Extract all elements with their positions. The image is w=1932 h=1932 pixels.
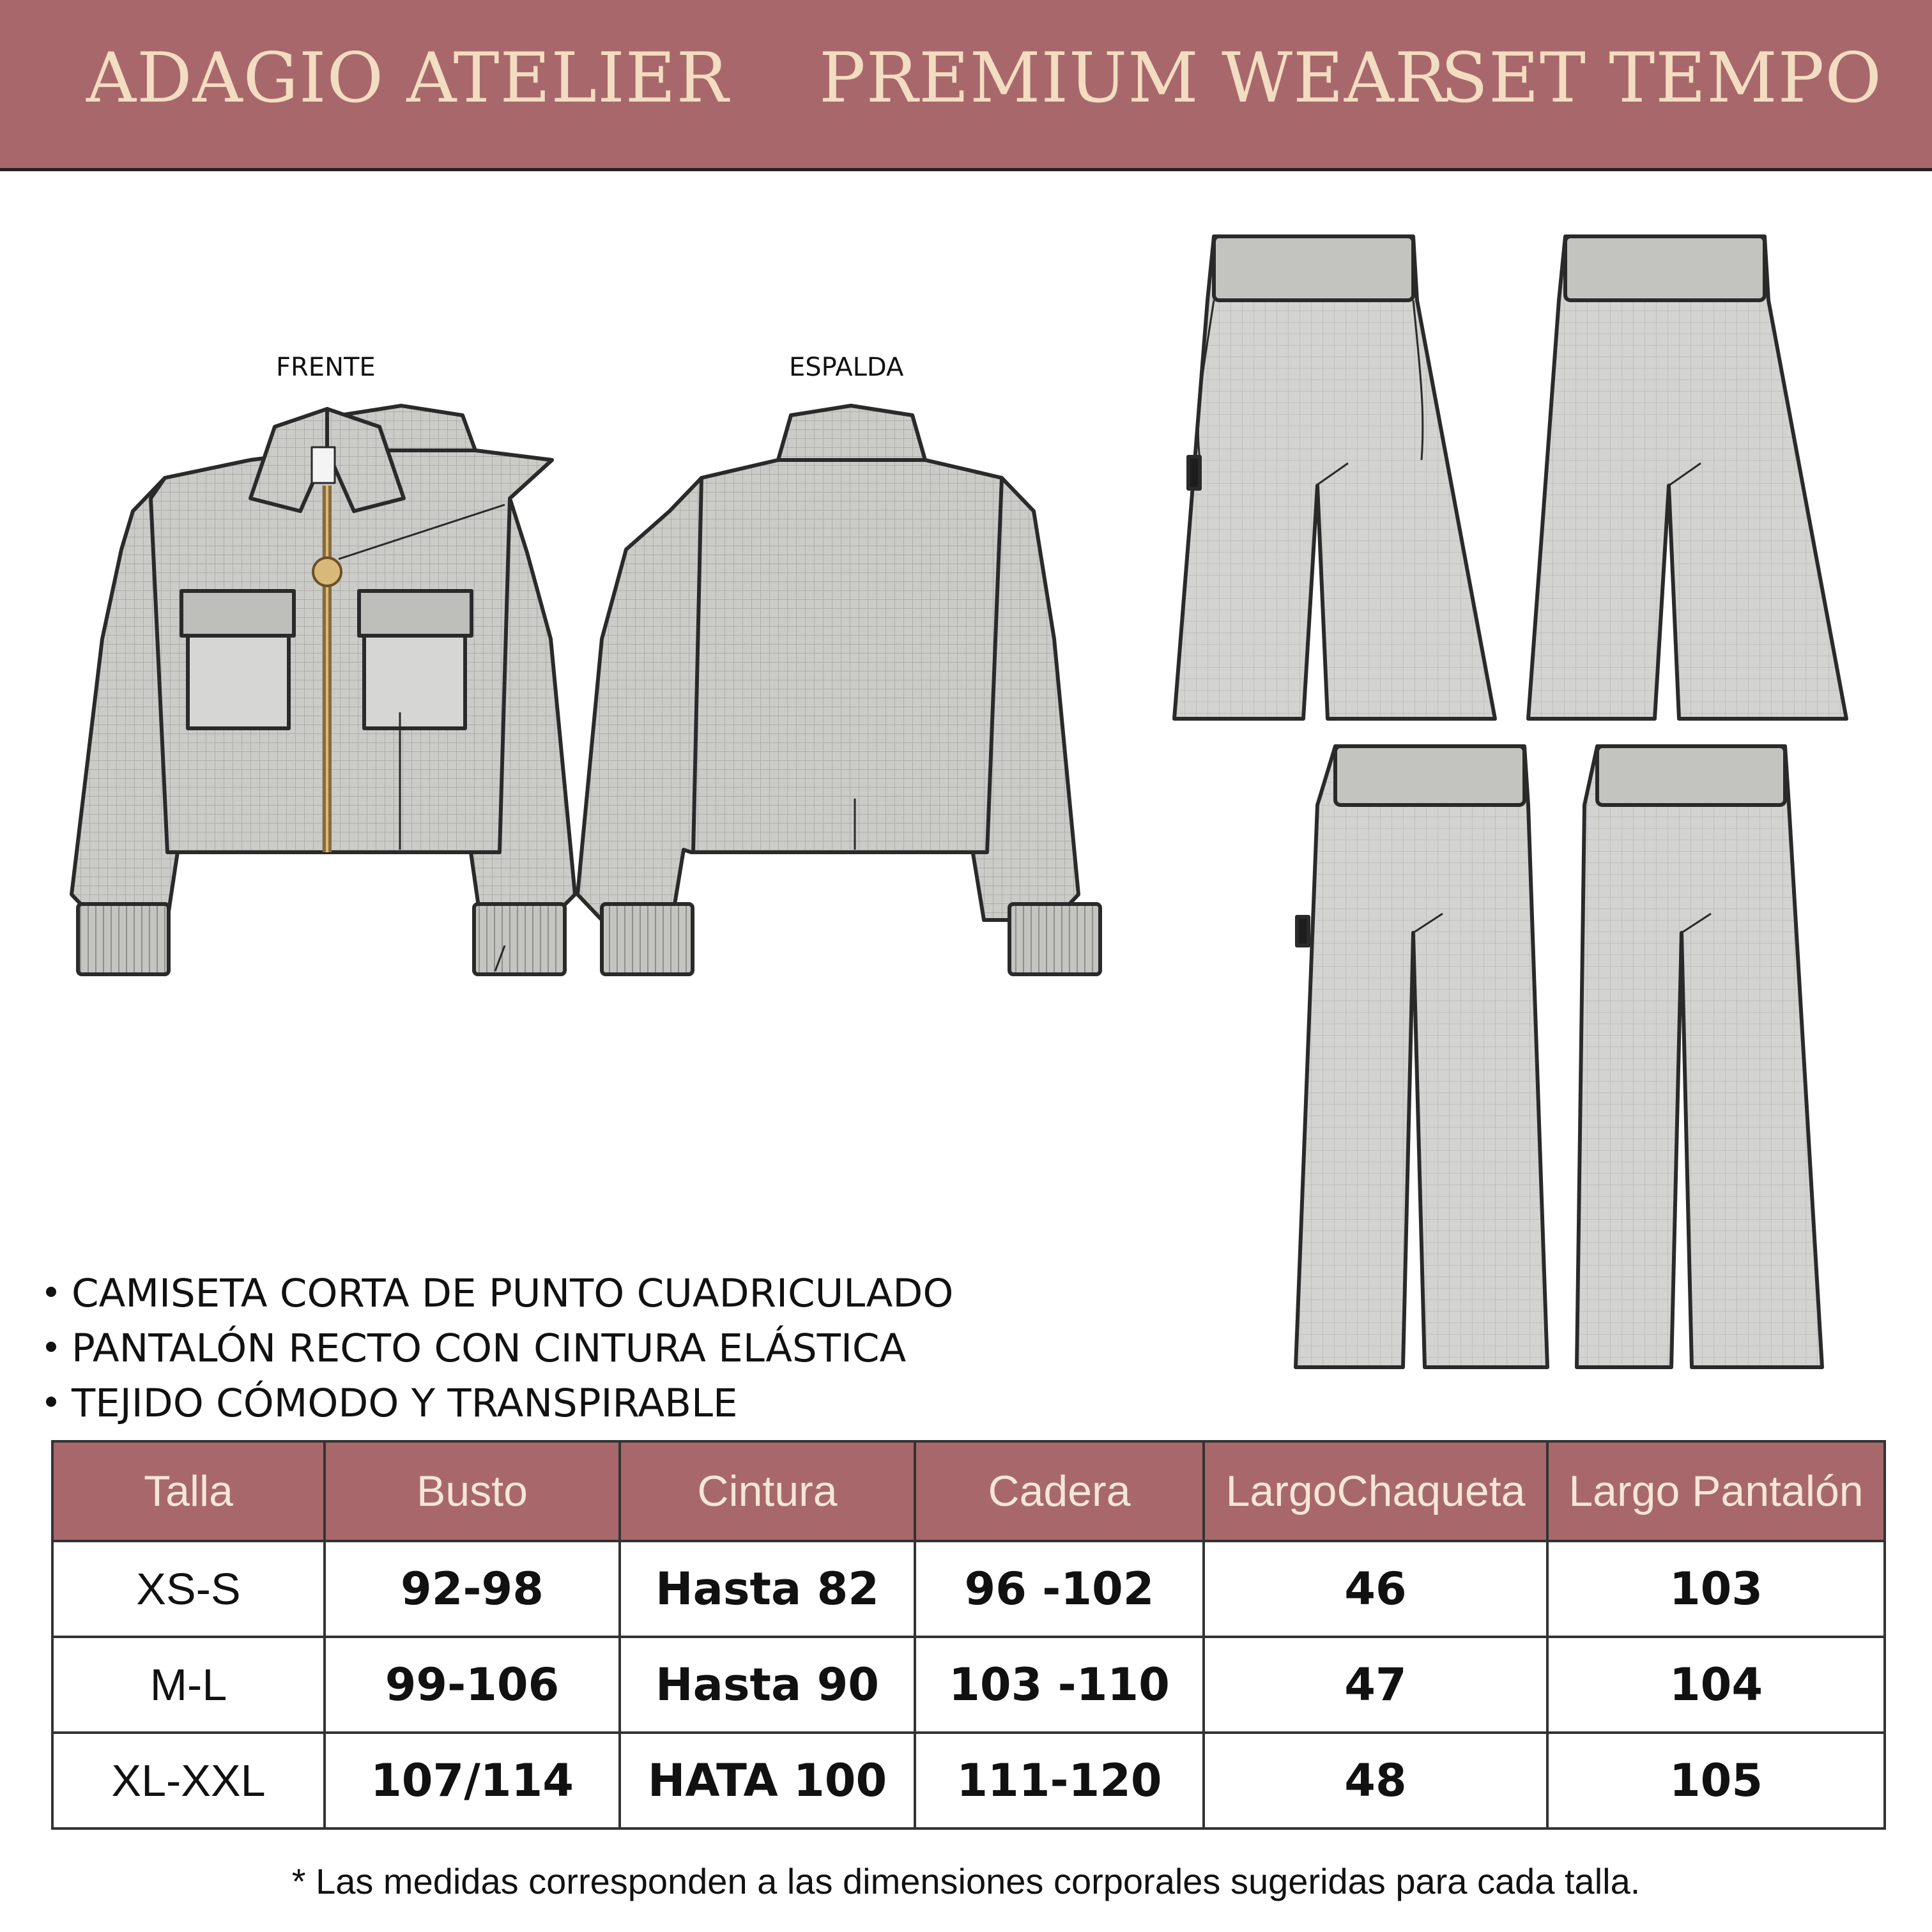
line-name: PREMIUM WEAR — [819, 38, 1448, 118]
footnote: * Las medidas corresponden a las dimensiones corporales sugeridas para cada talla. — [291, 1861, 1641, 1901]
table-cell: 47 — [1204, 1637, 1547, 1733]
table-cell: M-L — [52, 1637, 325, 1733]
feature-item: CAMISETA CORTA DE PUNTO CUADRICULADO — [46, 1266, 953, 1321]
table-cell: 103 — [1547, 1541, 1885, 1637]
table-row — [52, 1637, 1885, 1733]
jacket-front-sketch — [72, 406, 575, 974]
table-cell: 99-106 — [325, 1637, 620, 1733]
feature-item: TEJIDO CÓMODO Y TRANSPIRABLE — [46, 1376, 953, 1431]
table-cell: 105 — [1547, 1733, 1885, 1828]
table-row — [52, 1733, 1885, 1828]
collection-name: SET TEMPO — [1441, 38, 1882, 118]
bullet-icon — [46, 1397, 56, 1407]
jacket-back-sketch — [578, 406, 1100, 974]
table-cell: HATA 100 — [620, 1733, 915, 1828]
column-header: Cadera — [915, 1441, 1204, 1541]
column-header: Largo Pantalón — [1547, 1441, 1885, 1541]
column-header: Cintura — [620, 1441, 915, 1541]
table-cell: XL-XXL — [52, 1733, 325, 1828]
table-cell: 103 -110 — [915, 1637, 1204, 1733]
column-header: Talla — [52, 1441, 325, 1541]
feature-list — [46, 1266, 953, 1431]
pants-back-sketch-1 — [1528, 236, 1846, 719]
table-cell: 46 — [1204, 1541, 1547, 1637]
table-cell: 92-98 — [325, 1541, 620, 1637]
column-header: Busto — [325, 1441, 620, 1541]
size-table — [51, 1440, 1886, 1830]
table-header-row — [52, 1441, 1885, 1541]
front-view-label: FRENTE — [276, 353, 376, 382]
feature-item: PANTALÓN RECTO CON CINTURA ELÁSTICA — [46, 1321, 953, 1376]
table-cell: Hasta 90 — [620, 1637, 915, 1733]
pants-front-sketch-2 — [1296, 746, 1547, 1367]
brand-name: ADAGIO ATELIER — [86, 38, 729, 118]
table-cell: Hasta 82 — [620, 1541, 915, 1637]
bullet-icon — [46, 1342, 56, 1352]
table-cell: 104 — [1547, 1637, 1885, 1733]
table-cell: XS-S — [52, 1541, 325, 1637]
bullet-icon — [46, 1287, 56, 1297]
table-cell: 111-120 — [915, 1733, 1204, 1828]
pants-back-sketch-2 — [1577, 746, 1822, 1367]
table-row — [52, 1541, 1885, 1637]
column-header: LargoChaqueta — [1204, 1441, 1547, 1541]
table-cell: 96 -102 — [915, 1541, 1204, 1637]
table-cell: 107/114 — [325, 1733, 620, 1828]
pants-front-sketch-1 — [1174, 236, 1495, 719]
table-cell: 48 — [1204, 1733, 1547, 1828]
back-view-label: ESPALDA — [789, 353, 904, 382]
